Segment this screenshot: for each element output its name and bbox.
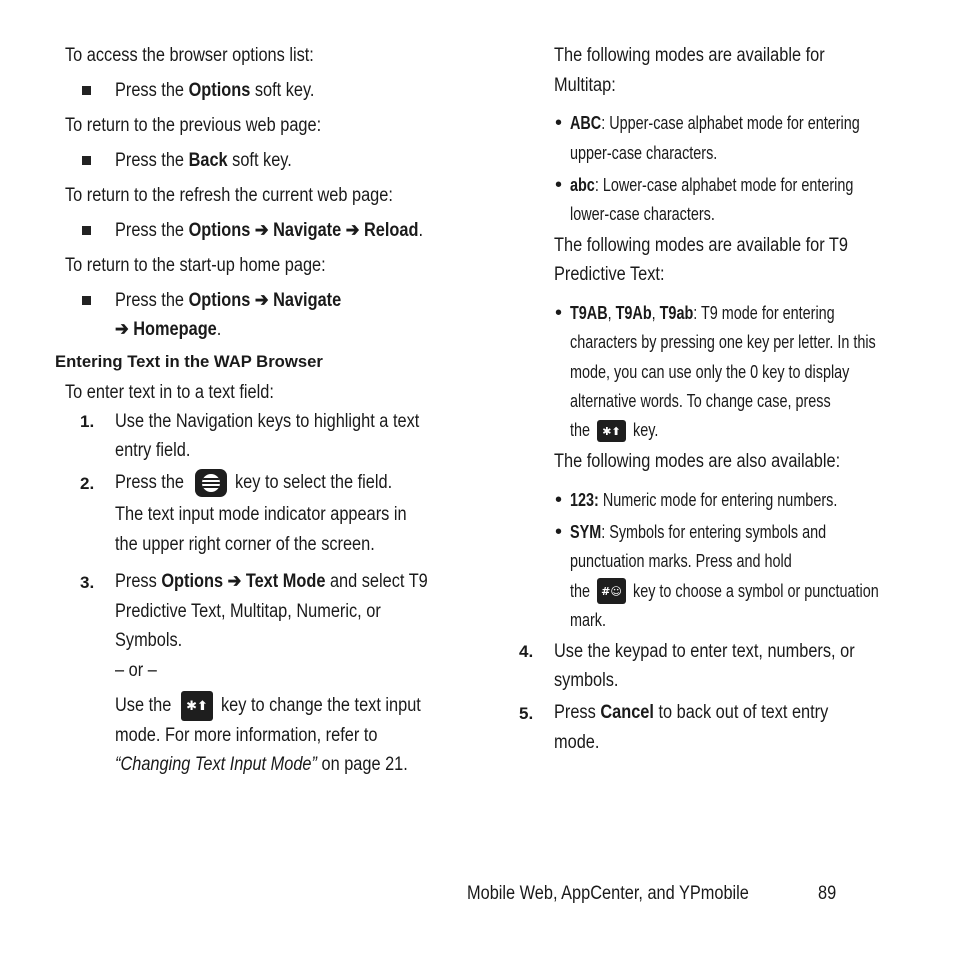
step3-text-line2: Predictive Text, Multitap, Numeric, or — [115, 601, 381, 622]
intro-options: To access the browser options list: — [65, 45, 314, 66]
t9-intro: The following modes are available for T9 — [554, 235, 848, 256]
star-shift-key-icon: ✱⬆ — [597, 420, 626, 442]
square-bullet — [82, 226, 91, 235]
dot-bullet: • — [555, 489, 563, 511]
step2-text: key to select the field. — [235, 472, 393, 493]
step2-text-line3: the upper right corner of the screen. — [115, 534, 375, 555]
dot-bullet: • — [555, 521, 563, 543]
t9-intro-cont: Predictive Text: — [554, 264, 665, 285]
sym-item: SYM: Symbols for entering symbols and — [570, 522, 827, 542]
step1-text-cont: entry field. — [115, 440, 191, 461]
bullet-homepage-cont: ➔ Homepage. — [115, 319, 222, 340]
use-key-line2: mode. For more information, refer to — [115, 725, 378, 746]
dot-bullet: • — [555, 302, 563, 324]
t9-item: T9AB, T9Ab, T9ab: T9 mode for entering — [570, 303, 835, 323]
step1-text: Use the Navigation keys to highlight a text — [115, 411, 420, 432]
also-intro: The following modes are also available: — [554, 451, 841, 472]
star-shift-key-icon: ✱⬆ — [181, 691, 213, 721]
dot-bullet: • — [555, 174, 563, 196]
step2-text-line2: The text input mode indicator appears in — [115, 504, 407, 525]
multitap-intro: The following modes are available for — [554, 45, 825, 66]
t9-item-line2: characters by pressing one key per letter. In this — [570, 332, 876, 352]
t9-item-line3: mode, you can use only the 0 key to display — [570, 362, 850, 382]
step4-text-cont: symbols. — [554, 670, 619, 691]
t9-item-the: the — [570, 420, 591, 440]
intro-refresh: To return to the refresh the current web page: — [65, 185, 393, 206]
abc-upper-item-cont: upper-case characters. — [570, 143, 718, 163]
numeric-item: 123: Numeric mode for entering numbers. — [570, 490, 838, 510]
step-number: 5. — [519, 704, 534, 723]
square-bullet — [82, 156, 91, 165]
section-heading: Entering Text in the WAP Browser — [55, 352, 323, 371]
step3-text-line3: Symbols. — [115, 630, 183, 651]
step3-text: Press Options ➔ Text Mode and select T9 — [115, 571, 428, 592]
step-number: 2. — [80, 474, 95, 493]
square-bullet — [82, 296, 91, 305]
step5-text: Press Cancel to back out of text entry — [554, 702, 829, 723]
hash-symbol-key-icon: #☺ — [597, 578, 626, 604]
bullet-reload: Press the Options ➔ Navigate ➔ Reload. — [115, 220, 424, 241]
abc-upper-item: ABC: Upper-case alphabet mode for entering — [570, 113, 860, 133]
page-number: 89 — [818, 883, 837, 904]
att-globe-ok-key-icon — [195, 469, 227, 497]
bullet-homepage: Press the Options ➔ Navigate — [115, 290, 342, 311]
sym-item-line4: mark. — [570, 610, 606, 630]
sym-item-line2: punctuation marks. Press and hold — [570, 551, 792, 571]
or-separator: – or – — [115, 660, 157, 681]
footer-section-title: Mobile Web, AppCenter, and YPmobile — [467, 883, 749, 904]
bullet-back: Press the Back soft key. — [115, 150, 292, 171]
abc-lower-item-cont: lower-case characters. — [570, 204, 715, 224]
use-key-text: Use the — [115, 695, 172, 716]
use-key-reference: “Changing Text Input Mode” on page 21. — [115, 754, 408, 775]
enter-intro: To enter text in to a text field: — [65, 382, 274, 403]
abc-lower-item: abc: Lower-case alphabet mode for entering — [570, 175, 854, 195]
step5-text-cont: mode. — [554, 732, 600, 753]
intro-back: To return to the previous web page: — [65, 115, 322, 136]
t9-item-key: key. — [633, 420, 659, 440]
step-number: 4. — [519, 642, 534, 661]
step2-press: Press the — [115, 472, 185, 493]
step-number: 1. — [80, 412, 95, 431]
multitap-intro-cont: Multitap: — [554, 75, 616, 96]
sym-item-key-text: key to choose a symbol or punctuation — [633, 581, 879, 601]
step4-text: Use the keypad to enter text, numbers, or — [554, 641, 855, 662]
use-key-text-cont: key to change the text input — [221, 695, 421, 716]
sym-item-the: the — [570, 581, 591, 601]
t9-item-line4: alternative words. To change case, press — [570, 391, 831, 411]
intro-home: To return to the start-up home page: — [65, 255, 326, 276]
step-number: 3. — [80, 573, 95, 592]
bullet-options: Press the Options soft key. — [115, 80, 315, 101]
dot-bullet: • — [555, 112, 563, 134]
square-bullet — [82, 86, 91, 95]
